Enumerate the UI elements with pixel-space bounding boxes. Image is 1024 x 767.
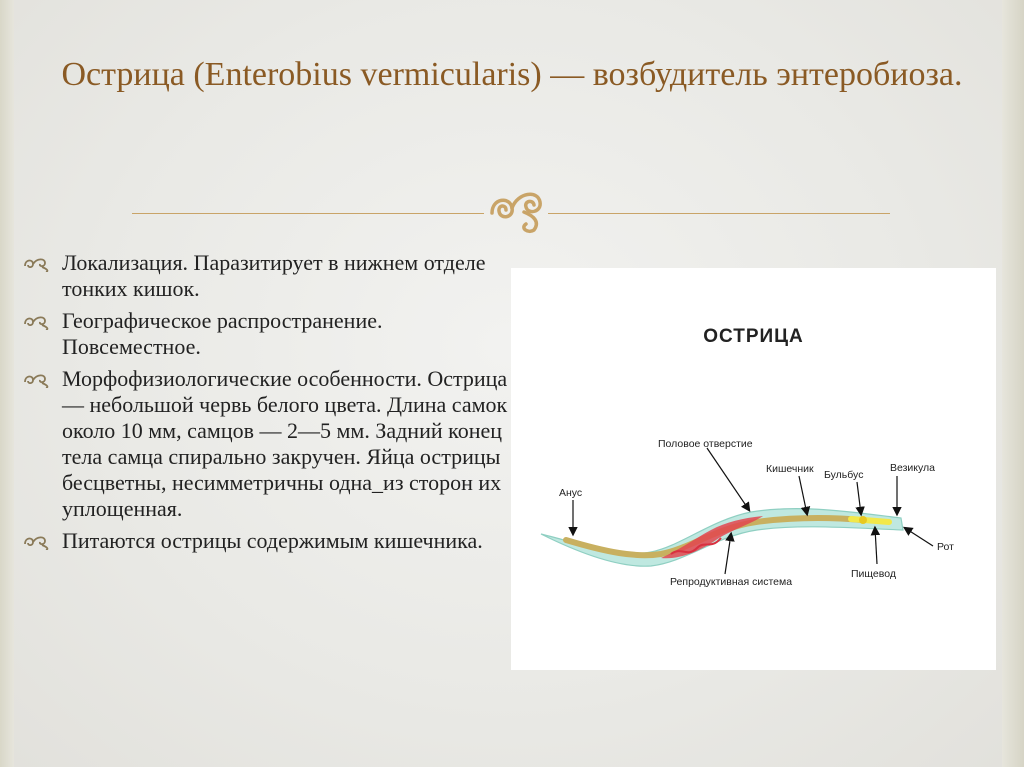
arrow-bulbus <box>857 482 861 514</box>
arrow-esophagus <box>875 528 877 564</box>
label-mouth: Рот <box>937 541 954 553</box>
left-border-band <box>0 0 14 767</box>
figure-title: ОСТРИЦА <box>703 326 804 347</box>
arrow-genital-opening <box>707 448 749 510</box>
pinworm-diagram <box>511 268 996 670</box>
curl-bullet-icon <box>22 534 56 550</box>
divider-line-left <box>132 213 484 214</box>
label-reproductive-system: Репродуктивная система <box>670 576 793 588</box>
bullet-item <box>22 308 512 360</box>
arrow-reproductive-system <box>725 534 731 574</box>
esophagus-tract <box>851 519 889 522</box>
bullet-item <box>22 250 512 302</box>
arrow-mouth <box>905 528 933 546</box>
bulbus-marker <box>859 516 867 524</box>
bullet-text: Географическое распространение. Повсеместное. <box>62 308 383 359</box>
label-vesicle: Везикула <box>890 462 935 474</box>
bullet-list <box>22 250 512 560</box>
divider-line-right <box>548 213 890 214</box>
label-bulbus: Бульбус <box>824 469 864 481</box>
label-intestine: Кишечник <box>766 463 814 475</box>
slide-title: Острица (Enterobius vermicularis) — возбудитель энтеробиоза. <box>61 56 963 93</box>
right-border-band <box>1002 0 1024 767</box>
curl-bullet-icon <box>22 256 56 272</box>
curl-bullet-icon <box>22 314 56 330</box>
label-esophagus: Пищевод <box>851 568 896 580</box>
bullet-item <box>22 366 512 522</box>
label-anus: Анус <box>559 487 583 499</box>
bullet-text: Локализация. Паразитирует в нижнем отделе тонких кишок. <box>62 250 486 301</box>
bullet-item <box>22 528 512 554</box>
curl-ornament-icon <box>484 182 548 234</box>
bullet-text: Морфофизиологические особенности. Острица — небольшой червь белого цвета. Длина самок около 10 мм, самцов — 2—5 мм. Задний конец тела самца спирально закручен. Яйца острицы бесцветны, несимметричны одна_из сторон их уплощенная. <box>62 366 508 521</box>
bullet-text: Питаются острицы содержимым кишечника. <box>62 528 483 553</box>
curl-bullet-icon <box>22 372 56 388</box>
label-genital-opening: Половое отверстие <box>658 438 753 450</box>
